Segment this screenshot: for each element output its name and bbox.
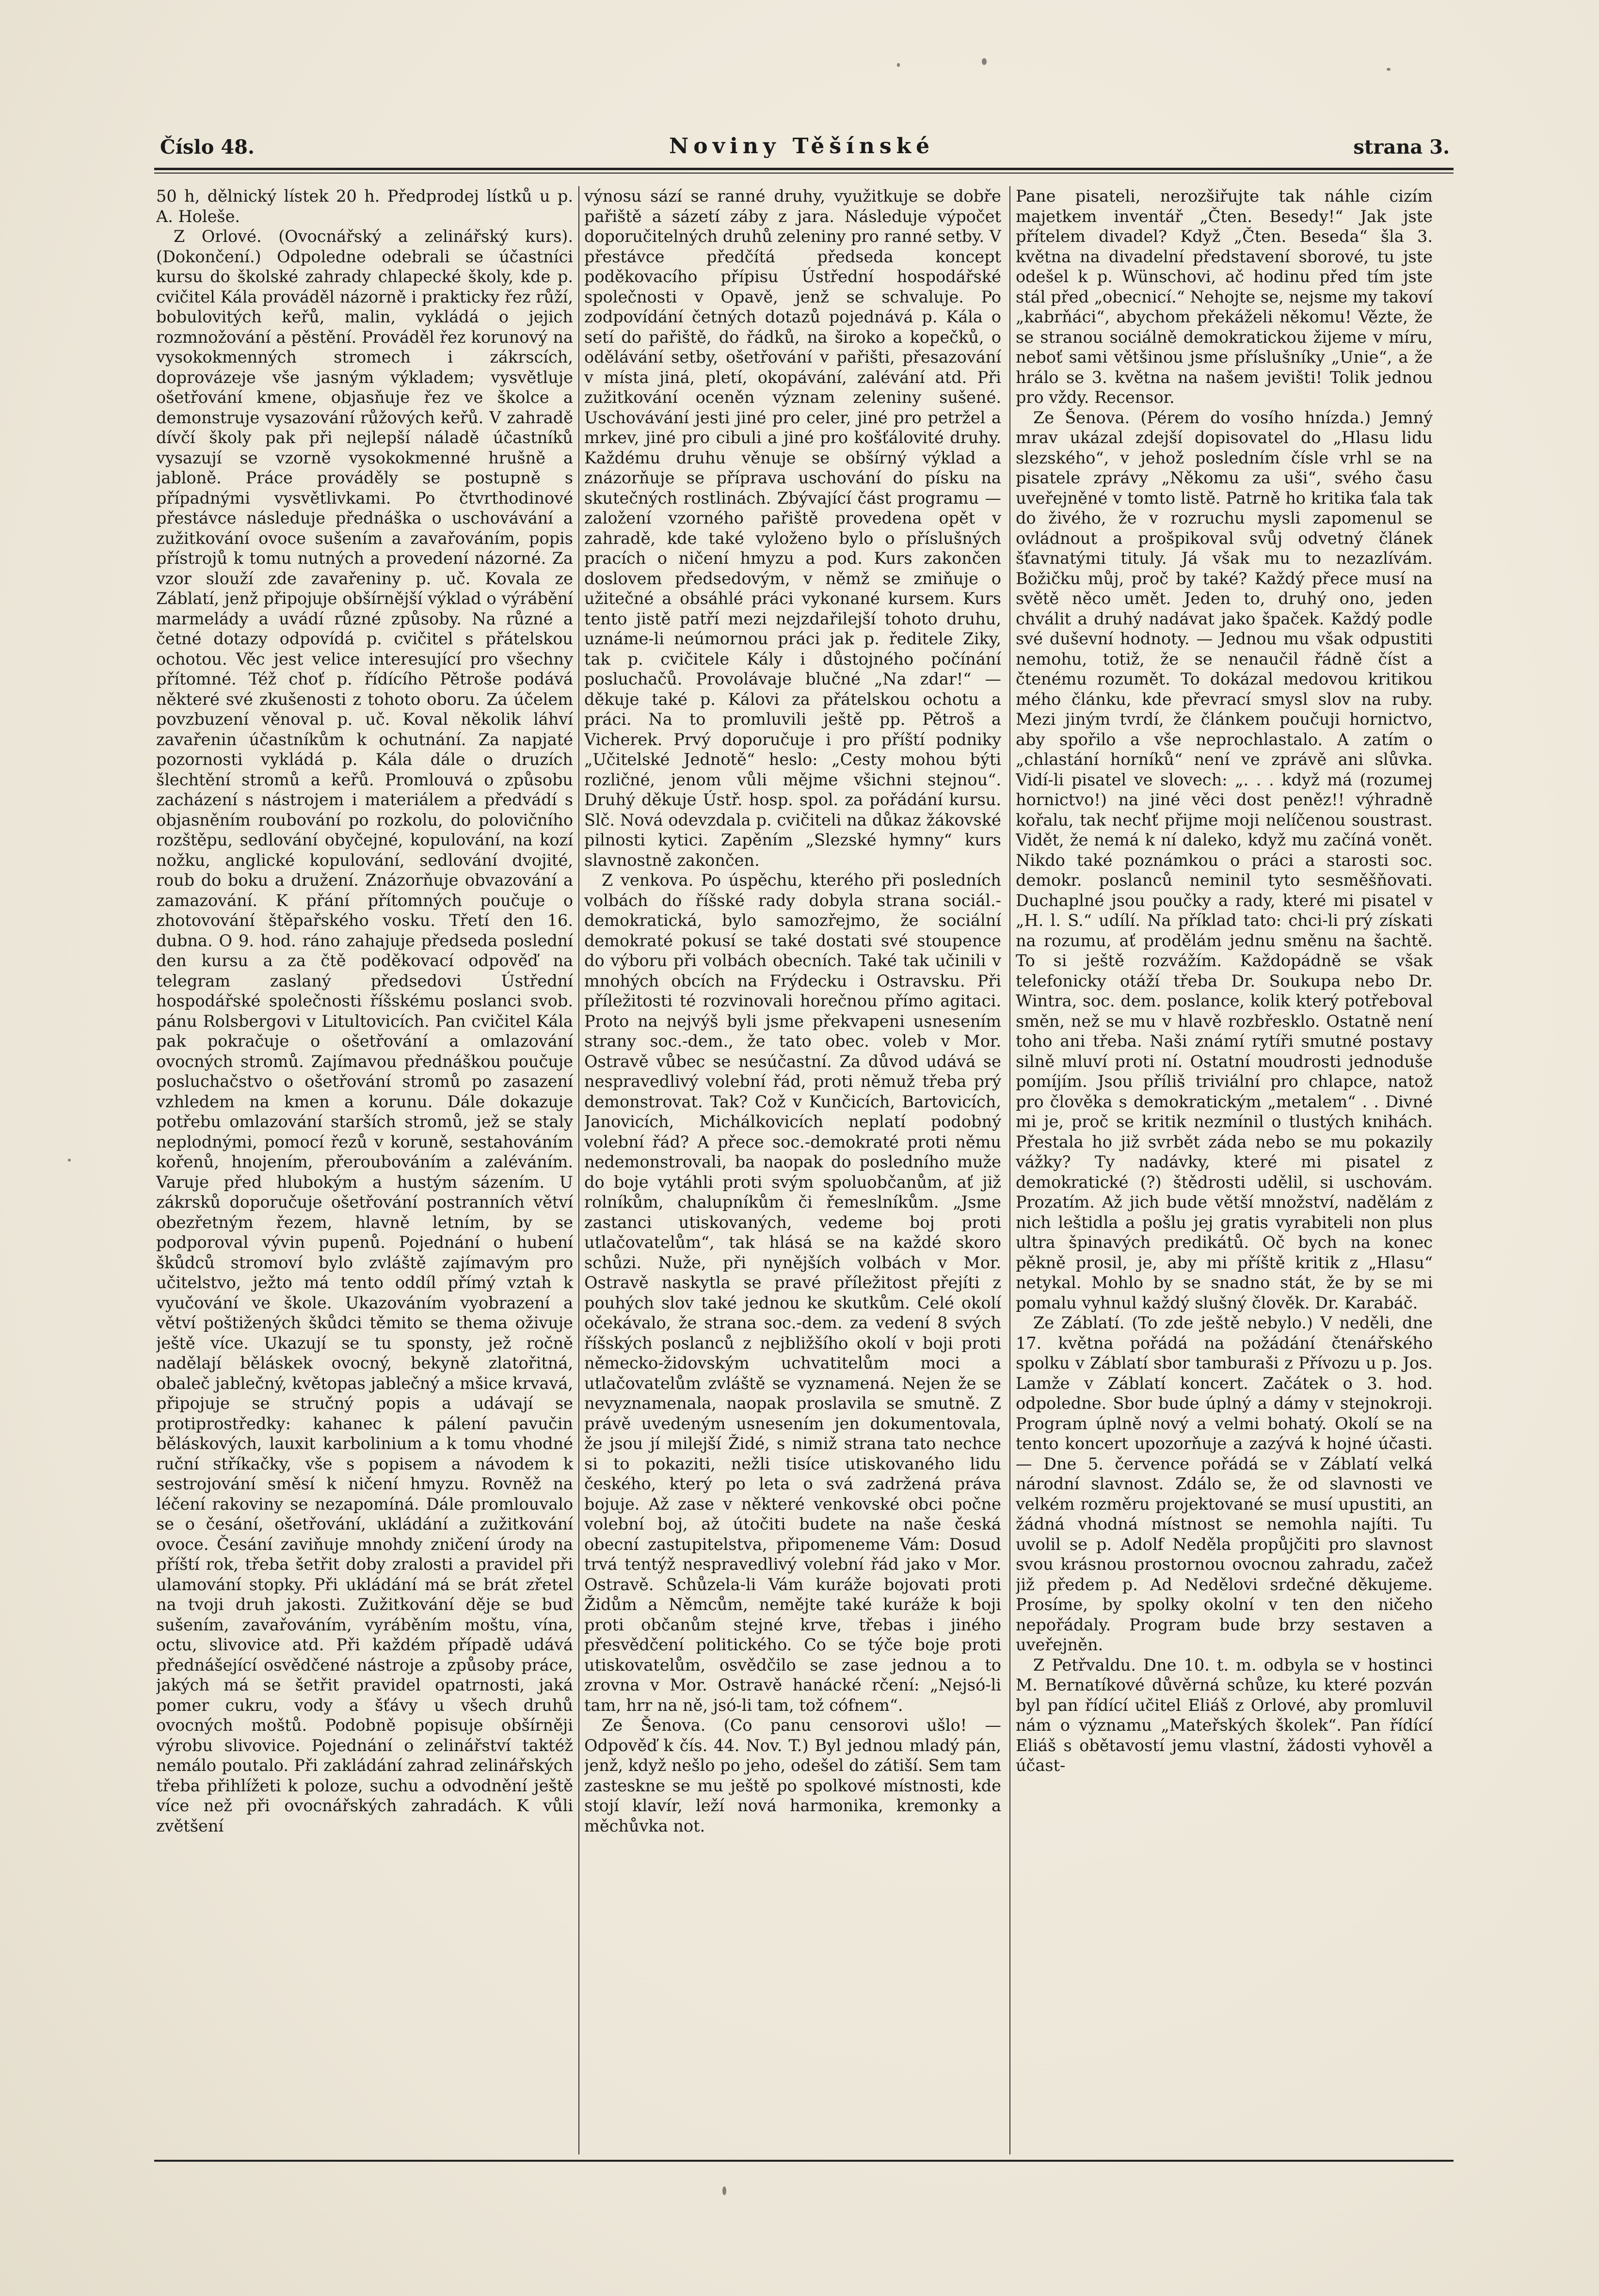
article-ze-zablati: Ze Záblatí. (To zde ještě nebylo.) V neděli, dne 17. května pořádá na požádání čtenářského spolku v Záblatí sbor tamburaši z Přívozu u p. Jos. Lamže v Záblatí koncert. Začátek o 3. hod. odpoledne. Sbor bude úplný a dámy v stejnokroji. Program úplně nový a velmi bohatý. Okolí se na tento koncert upozorňuje a zazývá k hojné účasti. — Dne 5. července pořádá se v Záblatí velká národní slavnost. Zdálo se, že od slavnosti ve velkém rozměru projektované se musí upustiti, an žádná vhodná místnost se nemohla najíti. Tu uvolil se p. Adolf Neděla propůjčiti pro slavnost svou krásnou prostornou ovocnou zahradu, začež již předem p. Ad Nedělovi srdečné děkujeme. Prosíme, by spolky okolní v ten den ničeho nepořádaly. Program bude brzy sestaven a uveřejněn. [1016, 1313, 1433, 1654]
column-2 [584, 186, 1001, 2154]
column-divider [1009, 186, 1010, 2154]
ink-speck [1387, 68, 1391, 71]
article-z-petrvaldu: Z Petřvaldu. Dne 10. t. m. odbyla se v hostinci M. Bernatíkové důvěrná schůze, ku které pozván byl pan řídící učitel Eliáš z Orlové, aby promluvil nám o významu „Mateřských školek“. Pan řídící Eliáš s obětavostí jemu vlastní, žádosti vyhověl a účast- [1016, 1655, 1433, 1775]
ink-speck [982, 58, 987, 65]
page-header [160, 131, 1450, 165]
article-ze-senova-1: Ze Šenova. (Co panu censorovi ušlo! — Odpověď k čís. 44. Nov. T.) Byl jednou mladý pán, jenž, když nešlo po jeho, odešel do zátiší. Sem tam zasteskne se mu ještě po spolkové místnosti, kde stojí klavír, leží nová harmonika, kremonky a měchůvka not. [584, 1716, 1001, 1835]
article-ze-senova-2: Ze Šenova. (Pérem do vosího hnízda.) Jemný mrav ukázal zdejší dopisovatel do „Hlasu lidu slezského“, v jehož posledním čísle vrhl se na pisatele zprávy „Někomu za uši“, svého času uveřejněné v tomto listě. Patrně ho kritika ťala tak do živého, že v rozruchu mysli zapomenul se ovládnout a prošpikoval svůj odvetný článek šťavnatými tituly. Já však mu to nezazlívám. Božičku můj, proč by také? Každý přece musí na světě něco umět. Jeden to, druhý ono, jeden chválit a druhý nadávat jako špaček. Každý podle své duševní hodnoty. — Jednou mu však odpustiti nemohu, totiž, že se nenaučil řádně číst a čtenému rozumět. To dokázal medovou kritikou mého článku, kde převrací smysl slov na ruby. Mezi jiným tvrdí, že článkem poučuji hornictvo, aby spořilo a vše neprochlastalo. A zatím o „chlastání horníků“ není ve zprávě ani slůvka. Vidí-li pisatel ve slovech: „. . . když má (rozumej hornictvo!) na jiné věci dost peněz!! výhradně kořalu, tak nechť přijme moji nelíčenou soustrast. Vidět, že nemá k ní daleko, když mu začíná vonět. Nikdo také poznámkou o práci a starosti soc. demokr. poslanců neminil tyto sesměšňovati. Duchaplné jsou poučky a rady, které mi pisatel v „H. l. S.“ udílí. Na příklad tato: chci-li prý získati na rozumu, ať prodělám jednu směnu na šachtě. To si ještě rozvážím. Každopádně se však telefonicky otáží třeba Dr. Soukupa nebo Dr. Wintra, soc. dem. poslance, kolik který potřeboval směn, než se mu v hlavě rozbřesklo. Ostatně není toho ani třeba. Naši známí rytíři smutné postavy silně mluví proti ní. Ostatní moudrosti jednoduše pomíjím. Jsou příliš triviální pro chlapce, natož pro člověka s demokratickým „metalem“ . . Divné mi je, proč se kritik nezmínil o tlustých knihách. Přestala ho již svrbět záda nebo se mu pokazily vážky? Ty nadávky, které mi pisatel z demokratické (?) štědrosti udělil, si uschovám. Prozatím. Až jich bude větší množství, nadělám z nich leštidla a pošlu jej gratis vyrabiteli non plus ultra špinavých predikátů. Oč bych na konec pěkně prosil, je, aby mi příště kritik z „Hlasu“ netykal. Mohlo by se snadno stát, že by se mi pomalu vyhnul každý slušný člověk. Dr. Karabáč. [1016, 408, 1433, 1312]
article-orlova: Z Orlové. (Ovocnářský a zelinářský kurs). (Dokončení.) Odpoledne odebrali se účastníci kursu do školské zahrady chlapecké školy, kde p. cvičitel Kála prováděl názorně i prakticky řez růží, bobulovitých keřů, malin, vykládá o jejich rozmnožování a pěstění. Prováděl řez korunový na vysokokmenných stromech i zákrscích, doprovázeje vše jasným výkladem; vysvětluje ošetřování kmene, objasňuje řez ve školce a demonstruje vysazování růžových keřů. V zahradě dívčí školy pak při nejlepší náladě účastníků vysazují se vzorně vysokokmenné hrušně a jabloně. Práce prováděly se postupně s případnými vysvětlivkami. Po čtvrthodinové přestávce následuje přednáška o uschovávání a zužitkování ovoce sušením a zavařováním, popis přístrojů k tomu nutných a provedení názorné. Za vzor slouží zde zavařeniny p. uč. Kovala ze Záblatí, jenž připojuje obšírnější výklad o výrábění marmelády a uvádí různé způsoby. Na různé a četné dotazy odpovídá p. cvičitel s přátelskou ochotou. Věc jest velice interesující pro všechny přítomné. Též choť p. řídícího Pětroše podává některé své zkušenosti z tohoto oboru. Za účelem povzbuzení věnoval p. uč. Koval několik láhví zavařenin účastníkům k ochutnání. Za napjaté pozornosti vykládá p. Kála dále o druzích šlechtění stromů a keřů. Promlouvá o způsobu zacházení s nástrojem i materiálem a předvádí s objasněním roubování po rozkolu, do polovičního rozštěpu, sedlování obyčejné, kopulování, na kozí nožku, anglické kopulování, sedlování dvojité, roub do boku a družení. Znázorňuje obvazování a zamazování. K přání přítomných poučuje o zhotovování štěpařského vosku. Třetí den 16. dubna. O 9. hod. ráno zahajuje předseda poslední den kursu a za čtě poděkovací odpověď na telegram zaslaný předsedovi Ústřední hospodářské společnosti říšskému poslanci svob. pánu Rolsbergovi v Litultovicích. Pan cvičitel Kála pak pokračuje o ošetřování a omlazování ovocných stromů. Zajímavou přednáškou poučuje posluchačstvo o ošetřování stromů po zasazení vzhledem na kmen a korunu. Dále dokazuje potřebu omlazování starších stromů, jež se staly neplodnými, pomocí řezů v koruně, sestahováním kořenů, hnojením, přeroubováním a zaléváním. Varuje před hlubokým a hustým sázením. U zákrsků doporučuje ošetřování postranních větví obezřetným řezem, hlavně letním, by se podporoval vývin pupenů. Pojednání o hubení škůdců stromoví bylo zvláště zajímavým pro učitelstvo, ježto má tento oddíl přímý vztah k vyučování ve škole. Ukazováním vyobrazení a větví poštižených škůdci těmito se thema oživuje ještě více. Ukazují se tu sponsty, jež ročně nadělají běláskek ovocný, bekyně zlatořitná, obaleč jablečný, květopas jablečný a mšice krvavá, připojuje se stručný popis a udávají se protiprostředky: kahanec k pálení pavučin běláskových, lauxit karbolinium a k tomu vhodné ruční stříkačky, vše s popisem a návodem k sestrojování směsí k ničení hmyzu. Rovněž na léčení rakoviny se nezapomíná. Dále promlouvalo se o česání, ošetřování, ukládání a zužitkování ovoce. Česání zaviňuje mnohdy zničení úrody na příští rok, třeba šetřit doby zralosti a pravidel při ulamování stopky. Při ukládání má se brát zřetel na tvoji druh jakosti. Zužitkování děje se buď sušením, zavařováním, vyráběním moštu, vína, octu, slivovice atd. Při každém případě udává přednášející osvědčené nástroje a způsoby práce, jakých má se šetřit pravidel opatrnosti, jaká pomer cukru, vody a šťávy u všech druhů ovocných moštů. Podobně popisuje obšírněji výrobu slivovice. Pojednání o zelinářství taktéž nemálo poutalo. Při zakládání zahrad zelinářských třeba přihlížeti k poloze, suchu a odvodnění ještě více než při ovocnářských zahradách. K vůli zvětšení [156, 227, 573, 1835]
column-1 [156, 186, 573, 2154]
column-divider [578, 186, 579, 2154]
column-3 [1016, 186, 1433, 2154]
article-z-venkova: Z venkova. Po úspěchu, kterého při posledních volbách do říšské rady dobyla strana sociál.-demokratická, bylo samozřejmo, že sociální demokraté pokusí se také dostati své stoupence do výboru při volbách obecních. Také tak učinili v mnohých obcích na Frýdecku i Ostravsku. Při příležitosti té rozvinovali horečnou přímo agitaci. Proto na nejvýš byli jsme překvapeni usnesením strany soc.-dem., že tato obec. voleb v Mor. Ostravě vůbec se nesúčastní. Za důvod udává se nespravedlivý volební řád, proti němuž třeba prý demonstrovat. Tak? Což v Kunčicích, Bartovicích, Janovicích, Michálkovicích neplatí podobný volební řád? A přece soc.-demokraté proti němu nedemonstrovali, ba naopak do posledního muže do boje vytáhli proti svým spoluobčanům, ať již rolníkům, chalupníkům či řemeslníkům. „Jsme zastanci utiskovaných, vedeme boj proti utlačovatelům“, tak hlásá se na každé skoro schůzi. Nuže, při nynějších volbách v Mor. Ostravě naskytla se pravé příležitost přejíti z pouhých slov také jednou ke skutkům. Celé okolí očekávalo, že strana soc.-dem. za vedení 8 svých říšských poslanců z nejbližšího okolí v boji proti německo-židovským uchvatitelům moci a utlačovatelům zvláště se vyznamená. Nejen že se nevyznamenala, naopak proslavila se smutně. Z právě uvedeným usnesením jen dokumentovala, že jsou jí milejší Židé, s nimiž strana tato nechce si to pokaziti, nežli tisíce utiskovaného lidu českého, který po leta o svá zadržená práva bojuje. Až zase v některé venkovské obci počne volební boj, až útočiti budete na naše česká obecní zastupitelstva, připomeneme Vám: Dosud trvá tentýž nespravedlivý volební řád jako v Mor. Ostravě. Schůzela-li Vám kuráže bojovati proti Židům a Němcům, nemějte také kuráže k boji proti občanům stejné krve, třebas i jiného přesvědčení politického. Co se týče boje proti utiskovatelům, osvědčilo se zase jednou a to zrovna v Mor. Ostravě hanácké rčení: „Nejsó-li tam, hrr na ně, jsó-li tam, tož cófnem“. [584, 871, 1001, 1715]
ink-speck [897, 63, 900, 67]
issue-number: Číslo 48. [160, 136, 255, 159]
header-rule-thin [154, 173, 1454, 174]
ink-speck [68, 1159, 71, 1162]
header-rule [154, 168, 1454, 170]
article-paragraph: výnosu sází se ranné druhy, využitkuje se dobře pařiště a sázetí záby z jara. Následuje výpočet doporučitelných druhů zeleniny pro ranné setby. V přestávce předčítá předseda koncept poděkovacího přípisu Ústřední hospodářské společnosti v Opavě, jenž se schvaluje. Po zodpovídání četných dotazů pojednává p. Kála o setí do pařiště, do řádků, na široko a kopečků, o odělávání setby, ošetřování v pařišti, přesazování v místa jiná, pletí, okopávání, zalévání atd. Při zužitkování oceněn význam zeleniny sušené. Uschovávání jesti jiné pro celer, jiné pro petržel a mrkev, jiné pro cibuli a jiné pro košťálovité druhy. Každému druhu věnuje se obšírný výklad a znázorňuje se příprava uschování do písku na skutečných rostlinách. Zbývající část programu — založení vzorného pařiště provedena opět v zahradě, kde také vyloženo bylo o příslušných pracích o ničení hmyzu a pod. Kurs zakončen doslovem předsedovým, v němž se zmiňuje o užitečné a obsáhlé práci vykonané kursem. Kurs tento jistě patří mezi nejzdařilejší tohoto druhu, uznáme-li neúmornou práci jak p. ředitele Ziky, tak p. cvičitele Kály i důstojného počínání posluchačů. Provolávaje blučné „Na zdar!“ — děkuje také p. Kálovi za přátelskou ochotu a práci. Na to promluvili ještě pp. Pětroš a Vicherek. Prvý doporučuje i pro příští podniky „Učitelské Jednotě“ heslo: „Cesty mohou býti rozličné, jenom vůli mějme všichni stejnou“. Druhý děkuje Ústř. hosp. spol. za pořádání kursu. Slč. Nová odevzdala p. cvičiteli na důkaz žákovské pilnosti kytici. Zapěním „Slezské hymny“ kurs slavnostně zakončen. [584, 187, 1001, 870]
article-paragraph: Pane pisateli, nerozšiřujte tak náhle cizím majetkem inventář „Čten. Besedy!“ Jak jste přítelem divadel? Když „Čten. Beseda“ šla 3. května na divadelní představení sborové, tu jste odešel k p. Wünschovi, ač hodinu před tím jste stál před „obecnicí.“ Nehojte se, nejsme my takoví „kabrňáci“, abychom překáželi někomu! Vězte, že se stranou sociálně demokratickou žijeme v míru, neboť sami většinou jsme příslušníky „Unie“, a že hrálo se 3. května na našem jevišti! Tolik jednou pro vždy. Recensor. [1016, 187, 1433, 407]
article-paragraph: 50 h, dělnický lístek 20 h. Předprodej lístků u p. A. Holeše. [156, 187, 573, 226]
page-number: strana 3. [1353, 136, 1450, 159]
ink-speck [722, 2186, 726, 2195]
newspaper-title: Noviny Těšínské [669, 134, 935, 159]
footer-rule [154, 2160, 1454, 2162]
